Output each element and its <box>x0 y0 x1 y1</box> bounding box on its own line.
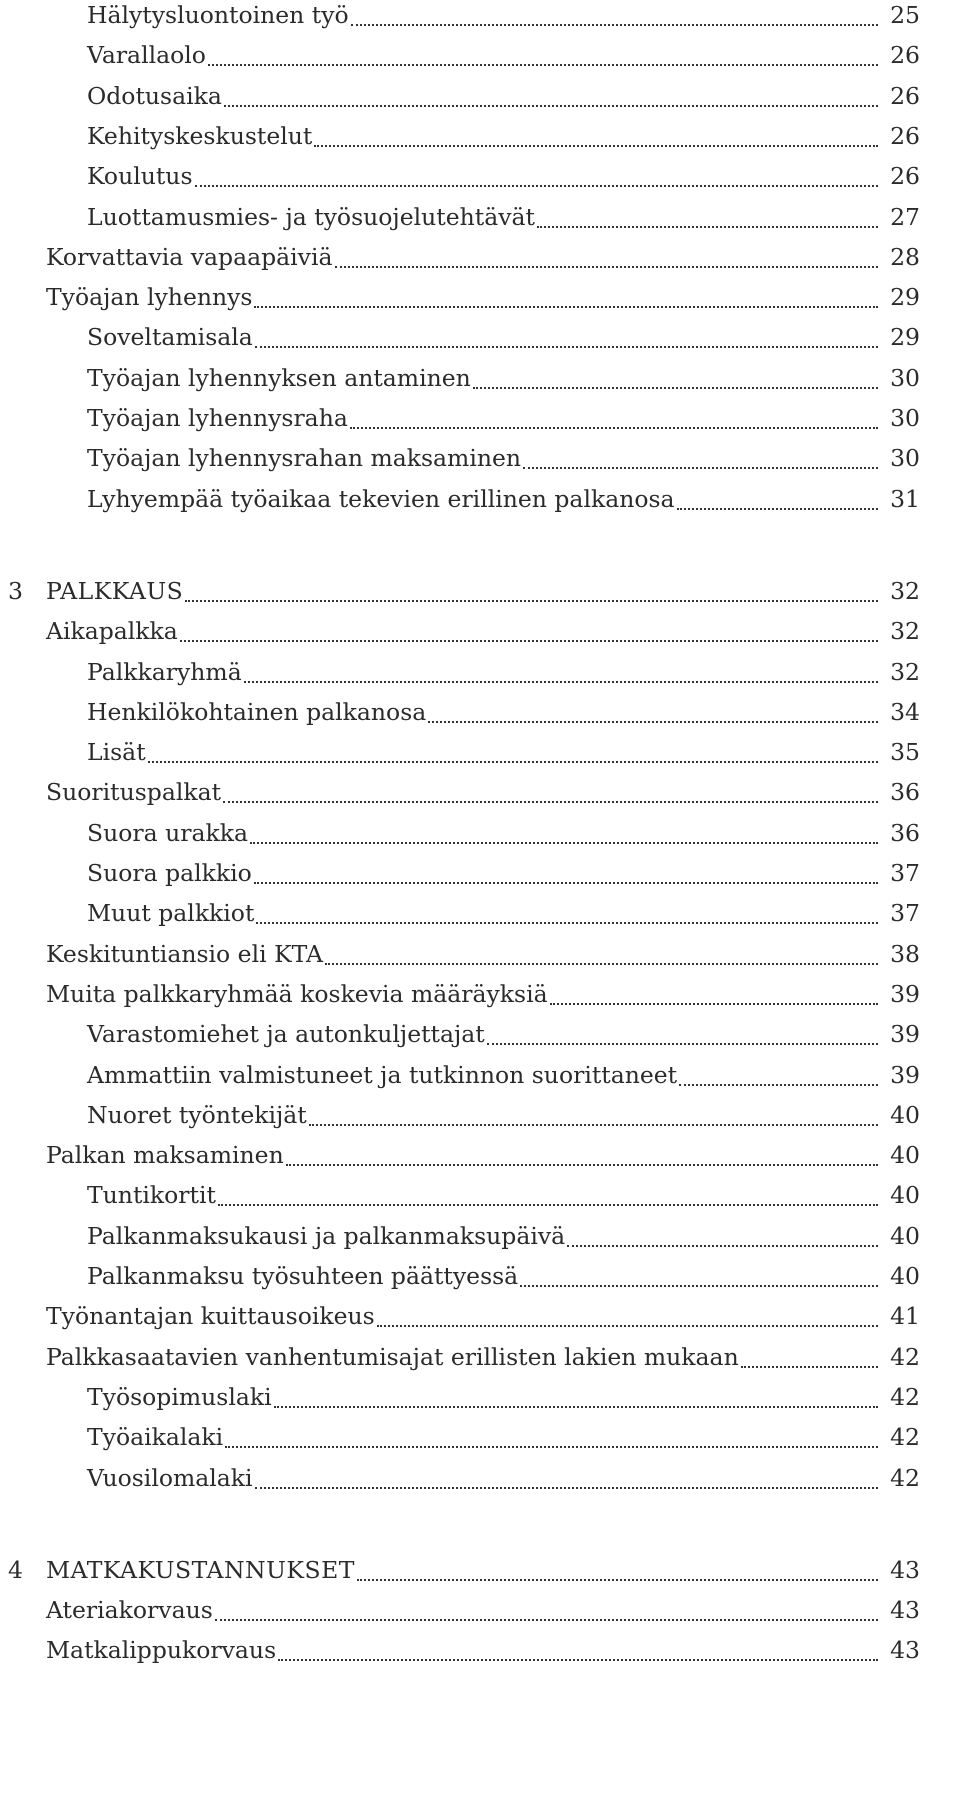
toc-entry-title: Suora palkkio <box>87 859 252 887</box>
toc-entry[interactable] <box>0 732 960 772</box>
toc-entry[interactable] <box>0 1095 960 1135</box>
toc-page-number: 40 <box>890 1221 920 1250</box>
toc-entry[interactable] <box>0 1417 960 1457</box>
dot-leader <box>148 761 878 763</box>
toc-entry[interactable] <box>0 652 960 692</box>
dot-leader <box>286 1164 878 1166</box>
toc-page-number: 32 <box>890 576 920 605</box>
dot-leader <box>255 1487 878 1489</box>
dot-leader <box>523 467 878 469</box>
toc-page-number: 42 <box>890 1342 920 1371</box>
dot-leader <box>254 306 878 308</box>
dot-leader <box>350 427 878 429</box>
toc-entry[interactable] <box>0 197 960 237</box>
dot-leader <box>567 1245 878 1247</box>
toc-entry-title: Odotusaika <box>87 81 222 110</box>
dot-leader <box>255 346 878 348</box>
dot-leader <box>215 1619 878 1621</box>
toc-entry[interactable] <box>0 1135 960 1175</box>
toc-chapter[interactable] <box>0 571 960 611</box>
toc-entry[interactable] <box>0 1458 960 1498</box>
toc-page-number: 30 <box>890 444 920 473</box>
toc-page-number: 37 <box>890 859 920 887</box>
toc-entry[interactable] <box>0 0 960 35</box>
toc-entry[interactable] <box>0 692 960 732</box>
toc-entry-title: Tuntikortit <box>87 1181 216 1210</box>
toc-entry-title: Työajan lyhennysraha <box>87 404 348 432</box>
toc-page-number: 40 <box>890 1181 920 1210</box>
toc-page-number: 39 <box>890 979 920 1008</box>
toc-entry[interactable] <box>0 1296 960 1336</box>
toc-entry-title: Työajan lyhennyksen antaminen <box>87 363 471 392</box>
toc-entry-title: Nuoret työntekijät <box>87 1100 307 1129</box>
toc-entry[interactable] <box>0 479 960 519</box>
dot-leader <box>256 922 878 924</box>
toc-entry-title: Työaikalaki <box>87 1423 224 1452</box>
toc-entry-title: Keskituntiansio eli KTA <box>46 939 323 968</box>
dot-leader <box>185 600 878 602</box>
dot-leader <box>223 801 878 803</box>
toc-entry[interactable] <box>0 1055 960 1095</box>
dot-leader <box>487 1043 878 1045</box>
toc-page-number: 27 <box>890 202 920 231</box>
toc-page-number: 38 <box>890 939 920 968</box>
toc-entry-title: MATKAKUSTANNUKSET <box>46 1555 355 1584</box>
dot-leader <box>428 721 878 723</box>
toc-page-number: 29 <box>890 323 920 352</box>
toc-page-number: 42 <box>890 1382 920 1411</box>
toc-entry-title: Palkkasaatavien vanhentumisajat erillisten lakien mukaan <box>46 1342 739 1371</box>
toc-entry-title: Varastomiehet ja autonkuljettajat <box>87 1020 485 1049</box>
toc-entry-title: Työajan lyhennys <box>46 283 253 312</box>
toc-page-number: 30 <box>890 404 920 432</box>
toc-page-number: 32 <box>890 657 920 686</box>
toc-entry-title: Aikapalkka <box>46 617 178 646</box>
toc-entry-title: Työsopimuslaki <box>87 1382 272 1411</box>
toc-page-number: 36 <box>890 778 920 807</box>
dot-leader <box>473 387 878 389</box>
toc-page-number: 26 <box>890 121 920 150</box>
toc-page-number: 26 <box>890 81 920 110</box>
dot-leader <box>335 266 879 268</box>
toc-page-number: 40 <box>890 1141 920 1170</box>
toc-entry[interactable] <box>0 893 960 933</box>
toc-page-number: 29 <box>890 283 920 312</box>
toc-page-number: 31 <box>890 484 920 513</box>
dot-leader <box>351 24 878 26</box>
toc-entry-title: Lyhyempää työaikaa tekevien erillinen palkanosa <box>87 484 675 513</box>
dot-leader <box>225 1446 878 1448</box>
chapter-number: 4 <box>8 1555 23 1584</box>
toc-entry[interactable] <box>0 1590 960 1630</box>
toc-page-number: 28 <box>890 242 920 271</box>
toc-entry-title: Ateriakorvaus <box>46 1596 213 1625</box>
toc-page-number: 32 <box>890 617 920 646</box>
toc-entry-title: Lisät <box>87 738 146 767</box>
dot-leader <box>314 145 878 147</box>
toc-entry[interactable] <box>0 277 960 317</box>
toc-entry-title: Koulutus <box>87 162 193 191</box>
toc-chapter[interactable] <box>0 1550 960 1590</box>
toc-page-number: 43 <box>890 1596 920 1625</box>
chapter-number: 3 <box>8 576 23 605</box>
dot-leader <box>195 185 879 187</box>
toc-entry-title: Työnantajan kuittausoikeus <box>46 1302 375 1331</box>
toc-entry[interactable] <box>0 1630 960 1670</box>
toc-page-number: 40 <box>890 1100 920 1129</box>
dot-leader <box>224 105 878 107</box>
toc-entry-title: Vuosilomalaki <box>87 1463 253 1492</box>
toc-entry-title: Suorituspalkat <box>46 778 222 807</box>
toc-entry[interactable] <box>0 813 960 853</box>
toc-page-number: 26 <box>890 162 920 191</box>
dot-leader <box>274 1406 878 1408</box>
toc-entry[interactable] <box>0 76 960 116</box>
toc-page-number: 41 <box>890 1302 920 1331</box>
dot-leader <box>677 508 878 510</box>
toc-entry-title: Muita palkkaryhmää koskevia määräyksiä <box>46 979 548 1008</box>
toc-entry[interactable] <box>0 358 960 398</box>
dot-leader <box>309 1124 878 1126</box>
toc-entry[interactable] <box>0 853 960 893</box>
toc-entry[interactable] <box>0 1256 960 1296</box>
toc-entry-title: Matkalippukorvaus <box>46 1636 277 1665</box>
toc-entry-title: Soveltamisala <box>87 323 253 352</box>
toc-entry-title: Työajan lyhennysrahan maksaminen <box>87 444 522 473</box>
dot-leader <box>377 1325 878 1327</box>
toc-entry-title: Muut palkkiot <box>87 899 255 928</box>
dot-leader <box>679 1084 878 1086</box>
toc-entry-title: Ammattiin valmistuneet ja tutkinnon suorittaneet <box>87 1060 678 1089</box>
toc-entry[interactable] <box>0 1014 960 1054</box>
toc-entry-title: Korvattavia vapaapäiviä <box>46 242 333 271</box>
toc-page-number: 42 <box>890 1463 920 1492</box>
toc-entry-title: Palkan maksaminen <box>46 1141 284 1170</box>
toc-entry-title: Palkanmaksukausi ja palkanmaksupäivä <box>87 1221 566 1250</box>
toc-entry-title: PALKKAUS <box>46 576 184 605</box>
toc-entry-title: Henkilökohtainen palkanosa <box>87 697 427 726</box>
toc-entry-title: Varallaolo <box>87 41 206 70</box>
toc-entry[interactable] <box>0 1216 960 1256</box>
toc-entry[interactable] <box>0 398 960 438</box>
toc-page-number: 40 <box>890 1262 920 1290</box>
dot-leader <box>254 882 878 884</box>
dot-leader <box>357 1579 878 1581</box>
toc-entry[interactable] <box>0 1337 960 1377</box>
dot-leader <box>250 842 878 844</box>
toc-entry[interactable] <box>0 1377 960 1417</box>
toc-page-number: 43 <box>890 1555 920 1584</box>
dot-leader <box>537 226 878 228</box>
toc-page-number: 39 <box>890 1060 920 1089</box>
toc-entry-title: Palkkaryhmä <box>87 657 242 686</box>
toc-entry[interactable] <box>0 156 960 196</box>
dot-leader <box>325 963 878 965</box>
toc-page-number: 35 <box>890 738 920 767</box>
dot-leader <box>180 640 878 642</box>
dot-leader <box>208 64 878 66</box>
dot-leader <box>244 681 878 683</box>
toc-entry[interactable] <box>0 438 960 478</box>
toc-entry[interactable] <box>0 772 960 812</box>
dot-leader <box>520 1285 878 1287</box>
toc-entry-title: Palkanmaksu työsuhteen päättyessä <box>87 1262 519 1290</box>
toc-entry-title: Suora urakka <box>87 818 248 847</box>
toc-entry[interactable] <box>0 611 960 651</box>
toc-page-number: 39 <box>890 1020 920 1049</box>
toc-page-number: 36 <box>890 818 920 847</box>
toc-entry[interactable] <box>0 934 960 974</box>
toc-entry-title: Kehityskeskustelut <box>87 121 313 150</box>
toc-page-number: 37 <box>890 899 920 928</box>
toc-entry[interactable] <box>0 35 960 75</box>
dot-leader <box>278 1659 878 1661</box>
toc-page-number: 30 <box>890 363 920 392</box>
toc-entry[interactable] <box>0 116 960 156</box>
toc-entry-title: Hälytysluontoinen työ <box>87 1 349 29</box>
toc-page-number: 42 <box>890 1423 920 1452</box>
dot-leader <box>741 1366 878 1368</box>
toc-page-number: 25 <box>890 1 920 29</box>
toc-entry[interactable] <box>0 317 960 357</box>
dot-leader <box>550 1003 878 1005</box>
toc-entry[interactable] <box>0 974 960 1014</box>
toc-page-number: 43 <box>890 1636 920 1665</box>
toc-entry[interactable] <box>0 237 960 277</box>
toc-entry-title: Luottamusmies- ja työsuojelutehtävät <box>87 202 535 231</box>
toc-page-number: 26 <box>890 41 920 70</box>
toc-entry[interactable] <box>0 1175 960 1215</box>
dot-leader <box>218 1204 878 1206</box>
toc-page-number: 34 <box>890 697 920 726</box>
